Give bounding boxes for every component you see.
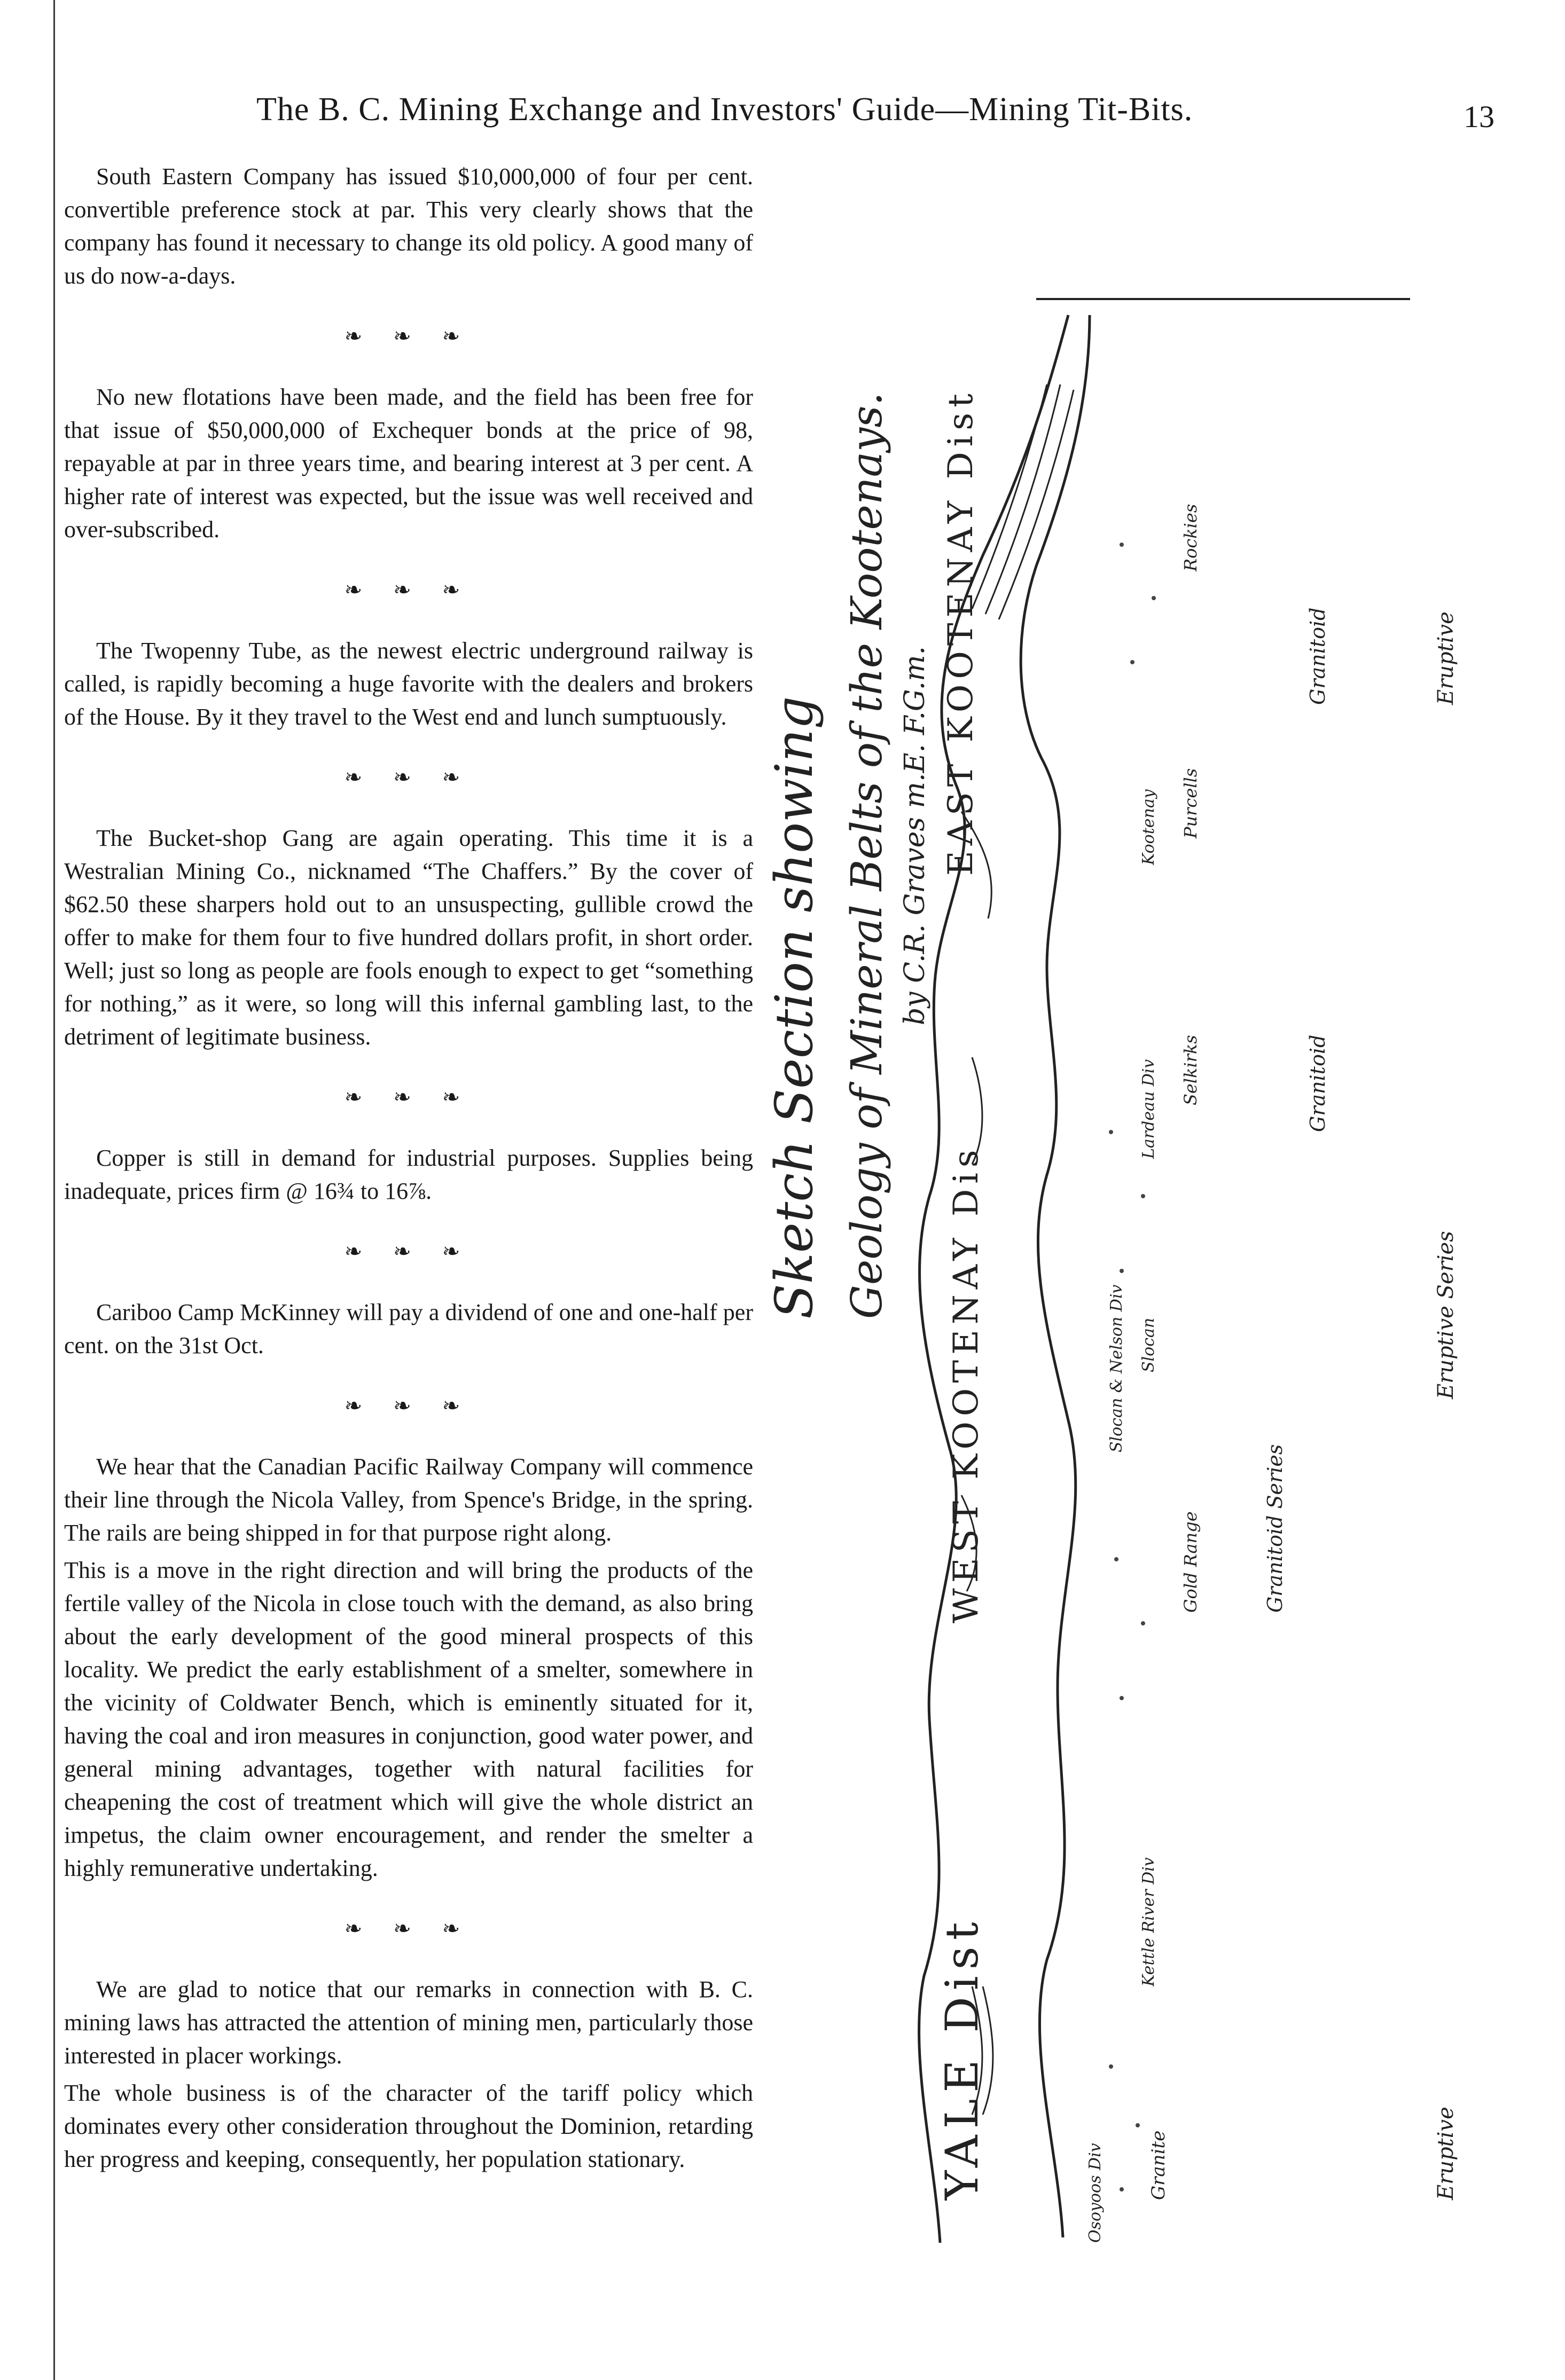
rock-label: Granite <box>1148 2130 1169 2200</box>
rock-label: Eruptive <box>1434 2107 1458 2200</box>
paragraph-tariff-policy: The whole business is of the character of the tariff policy which dominates every other consideration throughout the Dominion, retarding her progress and keeping, consequently, her population stationary. <box>64 2080 753 2172</box>
paragraph-cpr-nicola: We hear that the Canadian Pacific Railway Company will commence their line through the Nicola Valley, from Spence's Bridge, in the spring. The rails are being shipped in for that purpose right along. <box>64 1454 753 1546</box>
rock-label: Granitoid <box>1306 607 1329 705</box>
division-label: Kettle River Div <box>1139 1857 1158 1986</box>
district-west-kootenay: WEST KOOTENAY Dis <box>946 1144 986 1623</box>
sketch-subtitle: Geology of Mineral Belts of the Kootenays. <box>842 392 891 1319</box>
district-yale: YALE Dist <box>936 1915 988 2200</box>
page-number: 13 <box>1464 99 1494 134</box>
range-label: Gold Range <box>1180 1511 1201 1613</box>
paragraph-twopenny-tube: The Twopenny Tube, as the newest electric underground railway is called, is rapidly becoming a huge favorite with the dealers and brokers of the House. By it they travel to the West end and lunch sumptuously. <box>64 638 753 730</box>
ornament-separator: ❧ ❧ ❧ <box>344 765 473 789</box>
paragraph-bucket-shop: The Bucket-shop Gang are again operating. This time it is a Westralian Mining Co., nicknamed “The Chaffers.” By the cover of $62.50 these sharpers hold out to an unsuspecting, gullible crowd the offer to make for them four to five hundred dollars profit, in short order. Well; just so long as people are fools enough to expect to get “something for nothing,” as it were, so long will this infernal gambling last, to the detriment of legitimate business. <box>64 825 753 1050</box>
ornament-separator: ❧ ❧ ❧ <box>344 1085 473 1109</box>
ornament-separator: ❧ ❧ ❧ <box>344 1239 473 1263</box>
division-label: Lardeau Div <box>1139 1059 1158 1159</box>
division-label: Slocan & Nelson Div <box>1107 1284 1126 1452</box>
paragraph-mining-laws: We are glad to notice that our remarks in connection with B. C. mining laws has attracted the attention of mining men, particularly those interested in placer workings. <box>64 1976 753 2069</box>
division-label: Osoyoos Div <box>1086 2143 1105 2243</box>
ornament-separator: ❧ ❧ ❧ <box>344 1916 473 1941</box>
rock-label: Eruptive <box>1434 611 1458 705</box>
paragraph-smelter: This is a move in the right direction and will bring the products of the fertile valley of the Nicola in close touch with the demand, as also bring about the early development of the good mineral prospects of this locality. We predict the early establishment of a smelter, somewhere in the vicinity of Coldwater Bench, which is eminently situated for it, having the coal and iron measures in conjunction, good water power, and general mining advantages, together with natural facilities for cheapening the cost of treatment which will give the whole district an impetus, the claim owner encouragement, and render the smelter a highly remunerative undertaking. <box>64 1557 753 1881</box>
sketch-title: Sketch Section showing <box>764 696 824 1319</box>
rock-label: Granitoid Series <box>1263 1444 1287 1613</box>
rock-label: Granitoid <box>1306 1034 1329 1132</box>
ornament-separator: ❧ ❧ ❧ <box>344 578 473 602</box>
ornament-separator: ❧ ❧ ❧ <box>344 1394 473 1418</box>
range-label: Rockies <box>1180 504 1201 571</box>
paragraph-south-eastern: South Eastern Company has issued $10,000,000 of four per cent. convertible preference stock at par. This very clearly shows that the company has found it necessary to change its old policy. A good many of us do now-a-days. <box>64 163 753 289</box>
binding-gutter <box>53 0 55 2380</box>
sketch-author: by C.R. Graves m.E. F.G.m. <box>899 646 931 1025</box>
geology-sketch-section <box>748 224 1549 2334</box>
division-label: Slocan <box>1139 1317 1158 1372</box>
ornament-separator: ❧ ❧ ❧ <box>344 324 473 348</box>
profile-right <box>1021 315 1090 2237</box>
division-label: Kootenay <box>1139 789 1158 865</box>
paragraph-exchequer-bonds: No new flotations have been made, and the field has been free for that issue of $50,000,000 of Exchequer bonds at the price of 98, repayable at par in three years time, and bearing interest at 3 per cent. A higher rate of interest was expected, but the issue was well received and over-subscribed. <box>64 384 753 543</box>
paragraph-cariboo: Cariboo Camp McKinney will pay a dividend of one and one-half per cent. on the 31st Oct. <box>64 1299 753 1358</box>
running-header: The B. C. Mining Exchange and Investors' Guide—Mining Tit-Bits. <box>256 91 1193 128</box>
rock-label: Eruptive Series <box>1434 1231 1458 1399</box>
district-east-kootenay: EAST KOOTENAY Dist <box>941 388 981 876</box>
range-label: Selkirks <box>1180 1035 1201 1105</box>
paragraph-copper: Copper is still in demand for industrial purposes. Supplies being inadequate, prices firm @ 16¾ to 16⅞. <box>64 1145 753 1204</box>
text-column <box>64 160 753 2176</box>
range-label: Purcells <box>1180 768 1201 838</box>
